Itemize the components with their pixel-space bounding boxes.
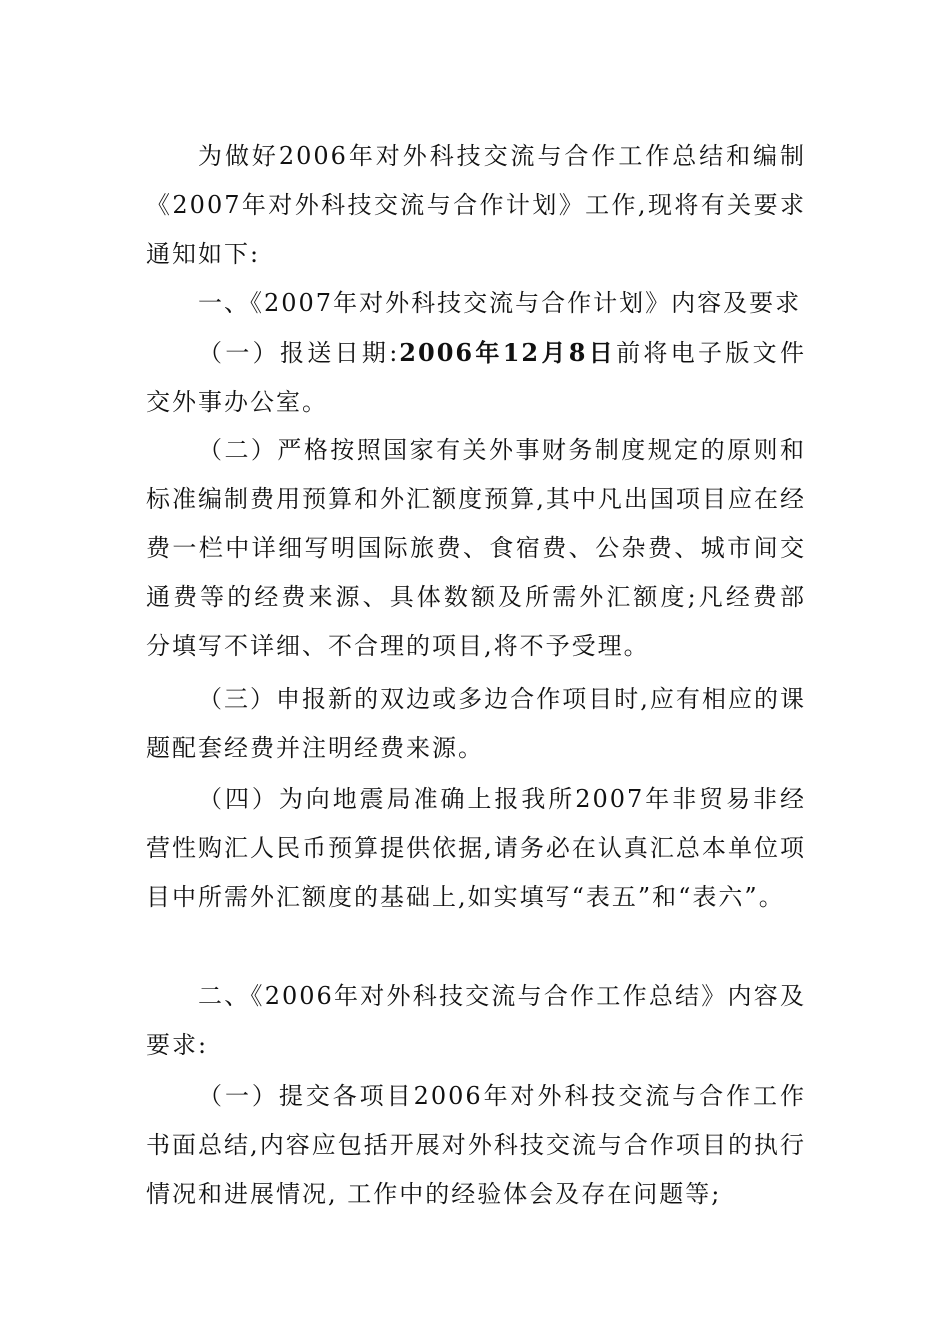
section-2-heading: 二、《2006年对外科技交流与合作工作总结》内容及要求:	[146, 982, 806, 1059]
section-1-heading: 一、《2007年对外科技交流与合作计划》内容及要求	[198, 289, 802, 317]
intro-paragraph: 为做好2006年对外科技交流与合作工作总结和编制《2007年对外科技交流与合作计划》工作,现将有关要求通知如下:	[146, 142, 806, 268]
section-1-item-1	[146, 328, 806, 427]
section-1-item-3: （三）申报新的双边或多边合作项目时,应有相应的课题配套经费并注明经费来源。	[146, 685, 806, 762]
section-2-item-1: （一）提交各项目2006年对外科技交流与合作工作书面总结,内容应包括开展对外科技交流与合作项目的执行情况和进展情况, 工作中的经验体会及存在问题等;	[146, 1082, 806, 1208]
deadline-label: （一）报送日期:	[198, 339, 400, 367]
deadline-date: 2006年12月8日	[399, 338, 617, 367]
section-1-item-2: （二）严格按照国家有关外事财务制度规定的原则和标准编制费用预算和外汇额度预算,其中凡出国项目应在经费一栏中详细写明国际旅费、食宿费、公杂费、城市间交通费等的经费来源、具体数额及所需外汇额度;凡经费部分填写不详细、不合理的项目,将不予受理。	[146, 436, 806, 660]
deadline-instruction: 前将电子版文件交外事办公室。	[146, 339, 806, 416]
section-1-item-4: （四）为向地震局准确上报我所2007年非贸易非经营性购汇人民币预算提供依据,请务必在认真汇总本单位项目中所需外汇额度的基础上,如实填写“表五”和“表六”。	[146, 785, 806, 911]
